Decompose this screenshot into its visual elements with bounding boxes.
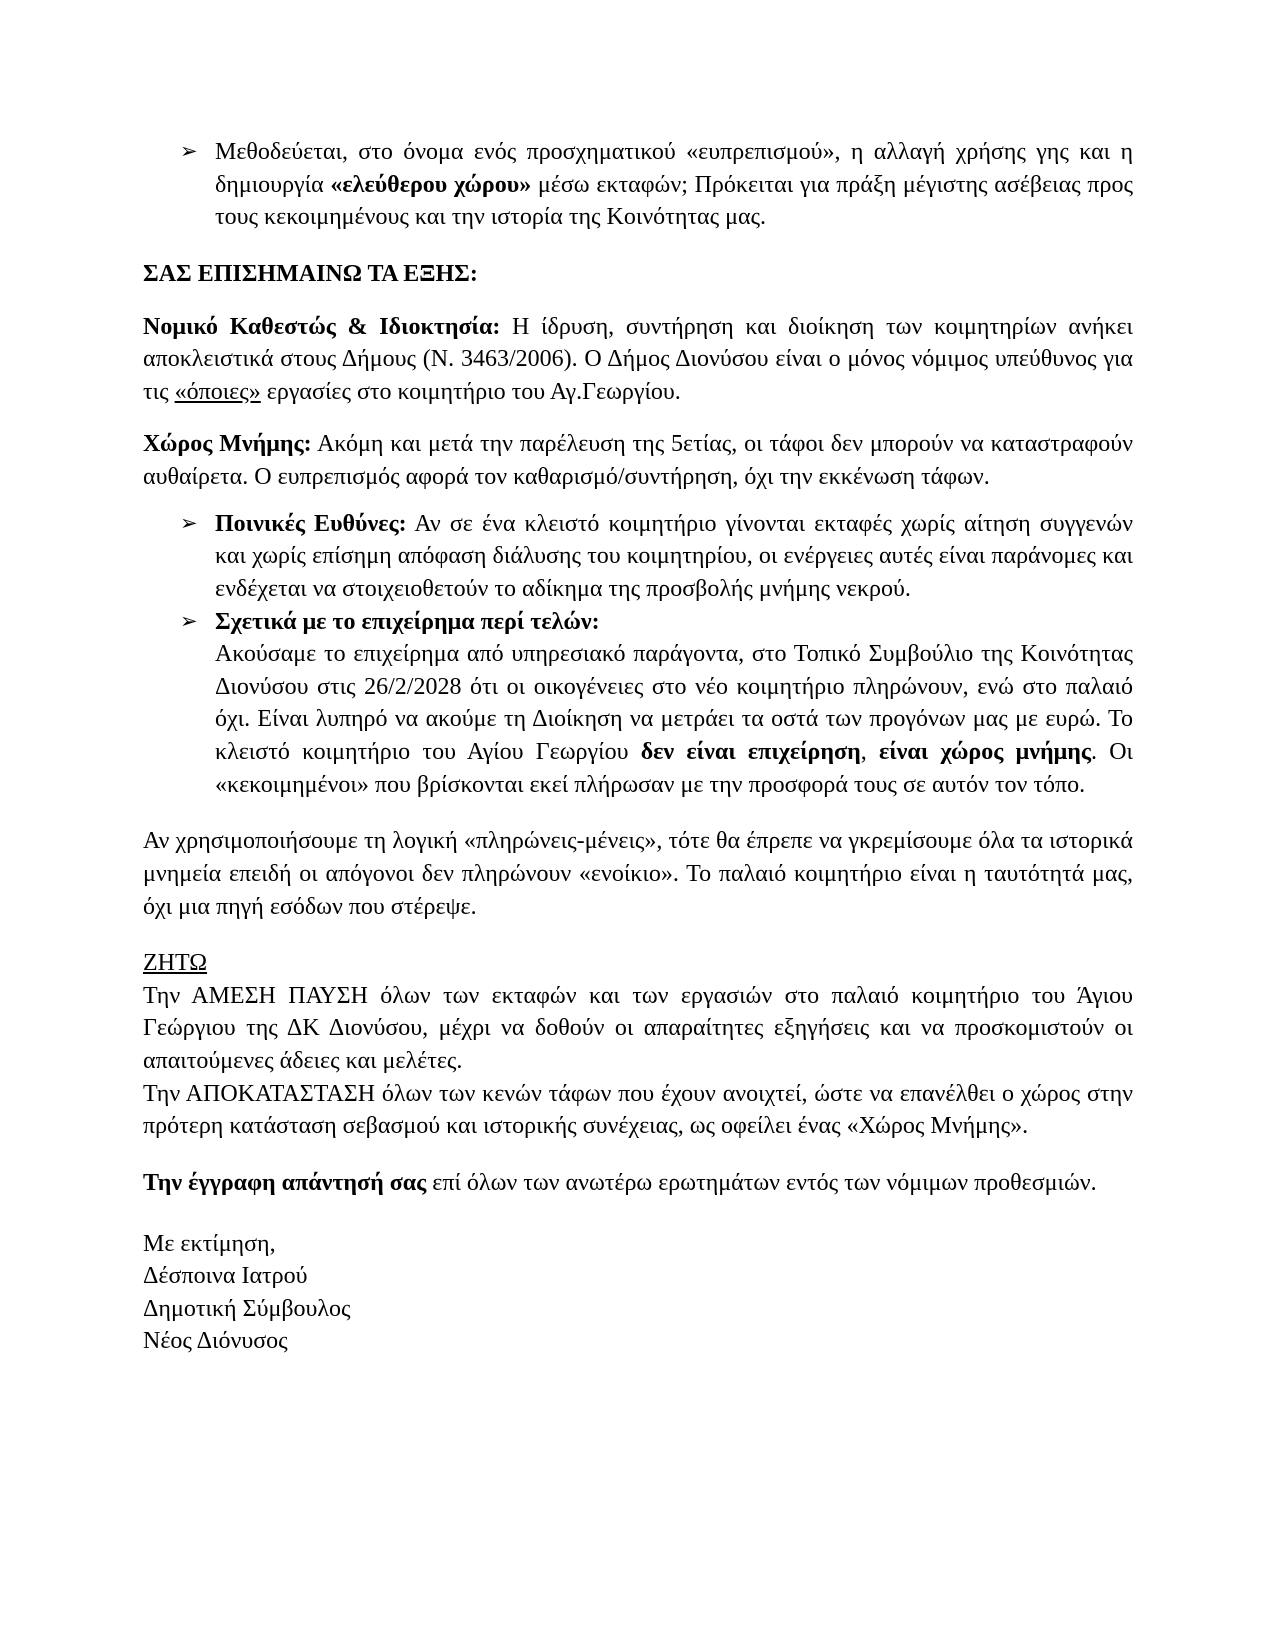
signature-block <box>143 1228 1133 1359</box>
paragraph-lead-bold: Την έγγραφη απάντησή σας <box>143 1169 427 1196</box>
bullet-text: Αν σε ένα κλειστό κοιμητήριο γίνονται εκταφές χωρίς αίτηση συγγενών και χωρίς επίσημη απόφαση διάλυσης του κοιμητηρίου, οι ενέργειες αυτές είναι παράνομες και ενδέχεται να στοιχειοθετούν το αδίκημα της προσβολής μνήμης νεκρού. <box>215 510 1133 602</box>
closing-salutation: Με εκτίμηση, <box>143 1230 276 1257</box>
bullet-lead-bold: Ποινικές Ευθύνες: <box>215 510 407 537</box>
bullet-item-criminal-liability <box>143 508 1133 606</box>
paragraph-legal-status <box>143 311 1133 409</box>
bullet-text: Ακούσαμε το επιχείρημα από υπηρεσιακό παράγοντα, στο Τοπικό Συμβούλιο της Κοινότητας Διονύσου στις 26/2/2028 ότι οι οικογένειες στο νέο κοιμητήριο πληρώνουν, ενώ στο παλαιό όχι. Είναι λυπηρό να ακούμε τη Διοίκηση να μετράει τα οστά των προγόνων μας με ευρώ. Το κλειστό κοιμητήριο του Αγίου Γεωργίου <box>215 641 1133 765</box>
paragraph-written-reply <box>143 1167 1133 1200</box>
intro-bullet-list <box>143 136 1133 234</box>
bullet-text: Μεθοδεύεται, στο όνομα ενός προσχηματικού «ευπρεπισμού», η αλλαγή χρήσης γης και η δημιουργία <box>215 139 1133 198</box>
demand-restoration: Την ΑΠΟΚΑΤΑΣΤΑΣΗ όλων των κενών τάφων που έχουν ανοιχτεί, ώστε να επανέλθει ο χώρος στην πρότερη κατάσταση σεβασμού και ιστορικής συνέχειας, ως οφείλει ένας «Χώρος Μνήμης». <box>143 1080 1133 1140</box>
paragraph-text-underlined: «όποιες» <box>174 378 261 405</box>
demand-immediate-halt: Την ΑΜΕΣΗ ΠΑΥΣΗ όλων των εκταφών και των εργασιών στο παλαιό κοιμητήριο του Άγιου Γεώργιου της ΔΚ Διονύσου, μέχρι να δοθούν οι απαραίτητες εξηγήσεις και να προσκομιστούν οι απαιτούμενες άδειες και μελέτες. <box>143 982 1133 1074</box>
demands-block <box>143 947 1133 1143</box>
points-bullet-list <box>143 508 1133 802</box>
bullet-text-bold: «ελεύθερου χώρου» <box>330 171 532 198</box>
paragraph-text: Η ίδρυση, συντήρηση και διοίκηση των κοιμητηρίων ανήκει αποκλειστικά στους Δήμους (Ν. 3463/2006). Ο Δήμος Διονύσου είναι ο μόνος νόμιμος υπεύθυνος για τις <box>143 313 1134 405</box>
bullet-text: μέσω εκταφών; Πρόκειται για πράξη μέγιστης ασέβειας προς τους κεκοιμημένους και την ιστορία της Κοινότητας μας. <box>215 171 1134 231</box>
paragraph-text: επί όλων των ανωτέρω ερωτημάτων εντός των νόμιμων προθεσμιών. <box>426 1169 1097 1196</box>
paragraph-memory-space <box>143 428 1133 493</box>
bullet-text-bold: δεν είναι επιχείρηση <box>640 739 861 765</box>
bullet-body <box>215 638 1133 801</box>
signatory-name: Δέσποινα Ιατρού <box>143 1263 308 1290</box>
paragraph-pay-to-stay-logic: Αν χρησιμοποιήσουμε τη λογική «πληρώνεις-μένεις», τότε θα έπρεπε να γκρεμίσουμε όλα τα ιστορικά μνημεία επειδή οι απόγονοι δεν πληρώνουν «ενοίκιο». Το παλαιό κοιμητήριο είναι η ταυτότητά μας, όχι μια πηγή εσόδων που στέρεψε. <box>143 828 1133 920</box>
bullet-text: . Οι «κεκοιμημένοι» που βρίσκονται εκεί πλήρωσαν με την προσφορά τους σε αυτόν τον τόπο. <box>215 739 1134 798</box>
paragraph-lead-bold: Χώρος Μνήμης: <box>143 431 312 458</box>
demands-title: ΖΗΤΩ <box>143 950 208 977</box>
arrowhead-bullet-icon: ➢ <box>180 608 198 633</box>
bullet-lead-bold: Σχετικά με το επιχείρημα περί τελών: <box>215 608 600 635</box>
arrowhead-bullet-icon: ➢ <box>180 139 198 163</box>
signatory-title: Δημοτική Σύμβουλος <box>143 1295 351 1322</box>
bullet-text-bold: είναι χώρος μνήμης <box>878 739 1091 765</box>
paragraph-text: Ακόμη και μετά την παρέλευση της 5ετίας, οι τάφοι δεν μπορούν να καταστραφούν αυθαίρετα. Ο ευπρεπισμός αφορά τον καθαρισμό/συντήρηση, όχι την εκκένωση τάφων. <box>143 431 1133 490</box>
bullet-text: , <box>860 739 879 765</box>
paragraph-lead-bold: Νομικό Καθεστώς & Ιδιοκτησία: <box>143 313 501 340</box>
arrowhead-bullet-icon: ➢ <box>180 510 198 535</box>
signatory-location: Νέος Διόνυσος <box>143 1328 288 1355</box>
paragraph-text: εργασίες στο κοιμητήριο του Αγ.Γεωργίου. <box>260 378 681 405</box>
bullet-item-fees-argument <box>143 606 1133 802</box>
section-heading: ΣΑΣ ΕΠΙΣΗΜΑΙΝΩ ΤΑ ΕΞΗΣ: <box>143 260 478 287</box>
bullet-item-land-use <box>143 136 1133 234</box>
